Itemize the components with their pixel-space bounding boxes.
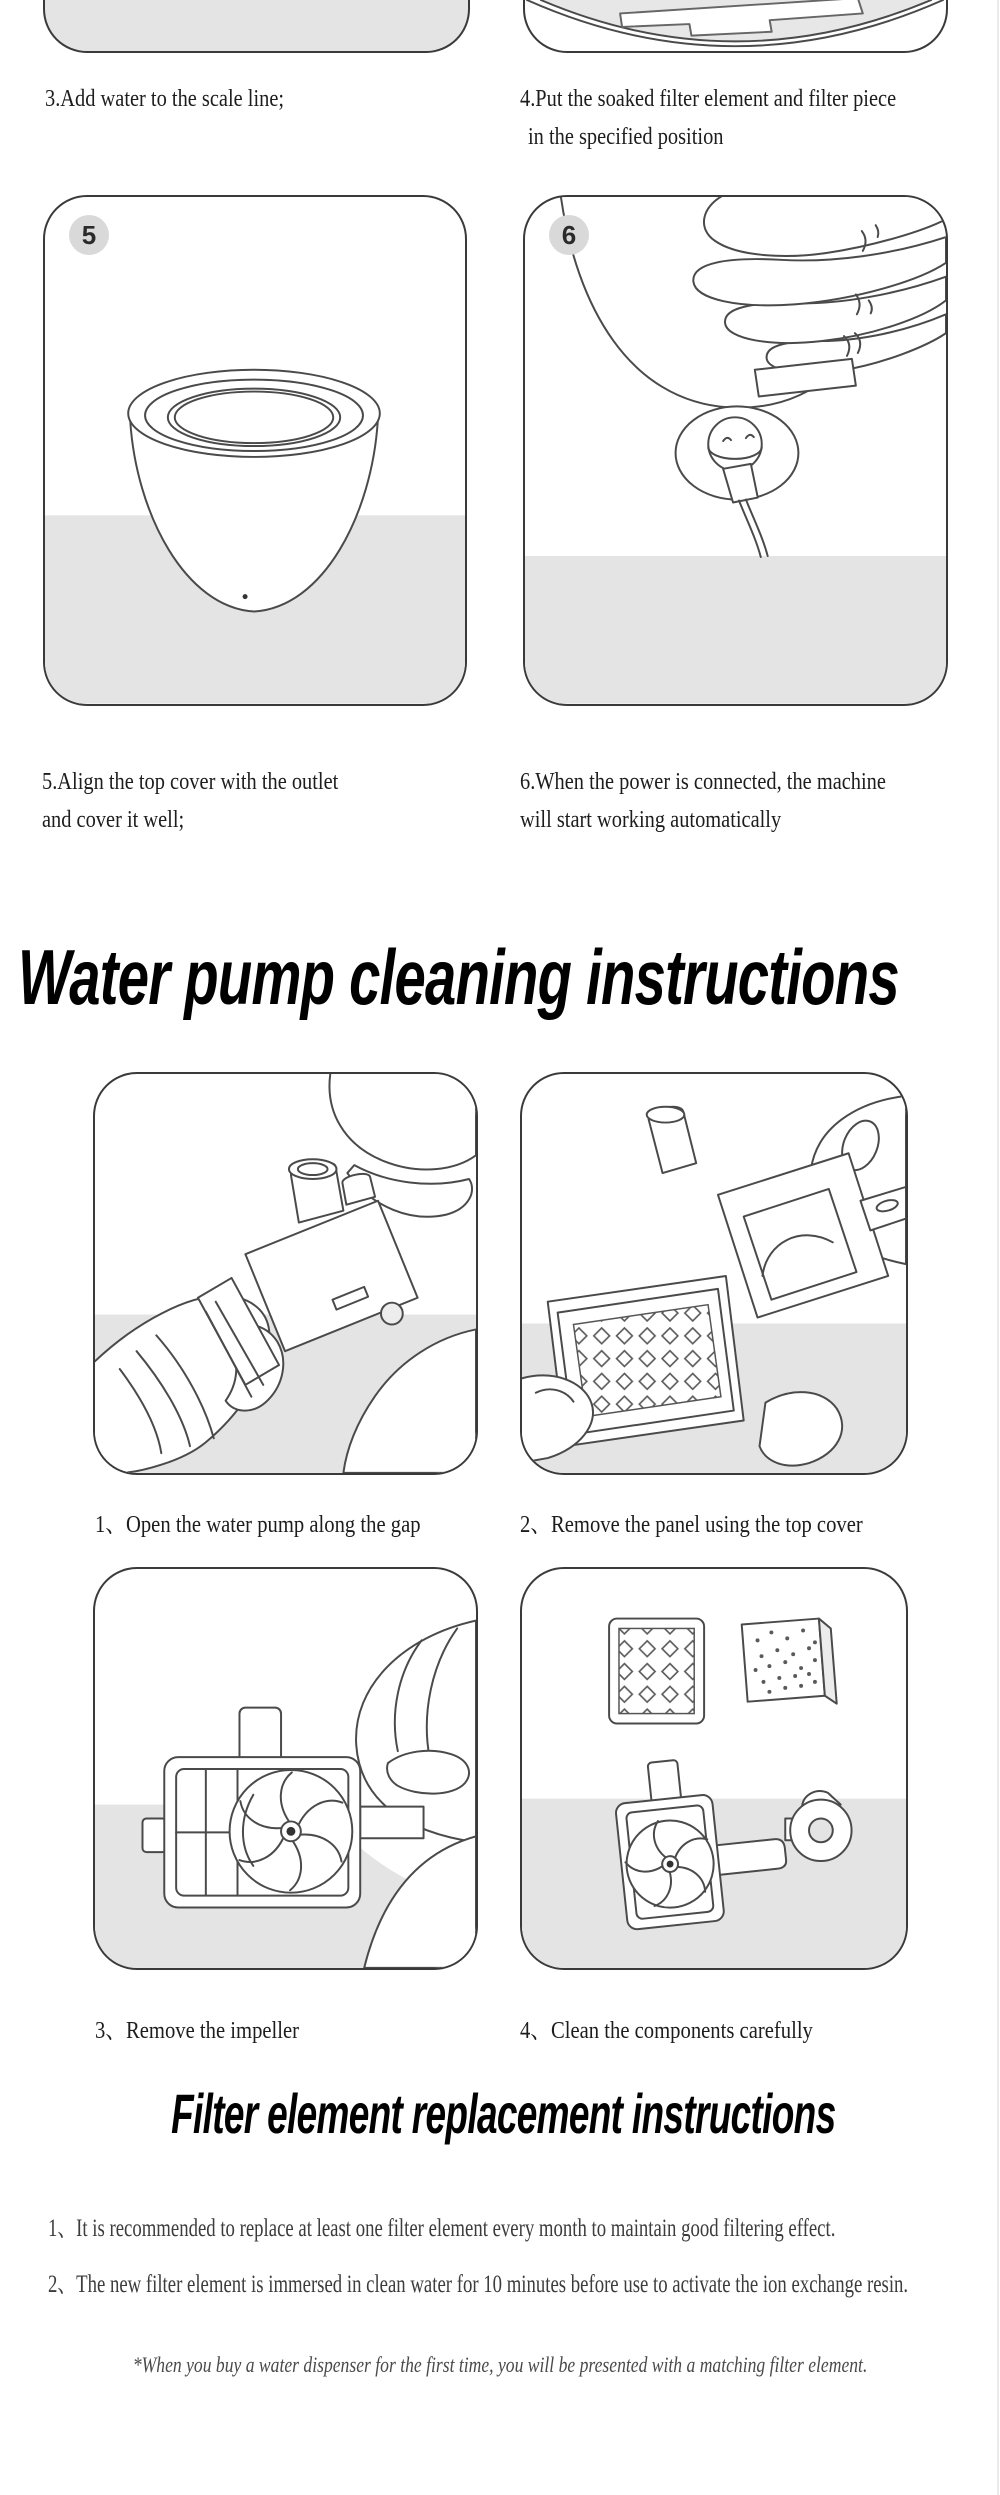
power-connection-illustration <box>525 197 946 704</box>
step-5-caption <box>42 763 391 839</box>
filter-replacement-title: Filter element replacement instructions <box>171 2082 836 2145</box>
remove-impeller-illustration <box>95 1569 476 1968</box>
pump-step-4-caption: 4、Clean the components carefully <box>520 2018 813 2044</box>
clean-components-illustration <box>522 1569 906 1968</box>
panel-pump-step-2 <box>520 1072 908 1475</box>
panel-step-4-partial <box>523 0 948 53</box>
step-6-caption <box>520 763 951 839</box>
filter-replacement-item-2: 2、The new filter element is immersed in clean water for 10 minutes before use to activate the ion exchange resin. <box>48 2271 909 2298</box>
filter-replacement-item-1: 1、It is recommended to replace at least one filter element every month to maintain good filtering effect. <box>48 2215 836 2242</box>
filter-footnote: *When you buy a water dispenser for the first time, you will be presented with a matching filter element. <box>132 2352 868 2377</box>
step-4-caption-line2: in the specified position <box>528 124 724 150</box>
step-6-badge: 6 <box>549 215 589 255</box>
step-5-badge: 5 <box>69 215 109 255</box>
step-5-caption-line1: 5.Align the top cover with the outlet <box>42 769 339 795</box>
panel-step-5 <box>43 195 467 706</box>
panel-pump-step-3 <box>93 1567 478 1970</box>
step-4-caption <box>520 80 963 156</box>
panel-pump-step-1 <box>93 1072 478 1475</box>
step-4-caption-line1: 4.Put the soaked filter element and filter piece <box>520 86 897 112</box>
panel-step-6 <box>523 195 948 706</box>
step-6-caption-line1: 6.When the power is connected, the machine <box>520 769 886 795</box>
basin-top-view-illustration <box>525 0 946 51</box>
step-3-caption-line1: 3.Add water to the scale line; <box>45 86 285 112</box>
pump-step-1-caption: 1、Open the water pump along the gap <box>95 1512 421 1538</box>
step-3-caption <box>45 80 326 118</box>
panel-step-3-partial <box>43 0 470 53</box>
panel-pump-step-4 <box>520 1567 908 1970</box>
open-pump-illustration <box>95 1074 476 1473</box>
pump-cleaning-title: Water pump cleaning instructions <box>18 933 899 1021</box>
step-5-caption-line2: and cover it well; <box>42 807 185 833</box>
step-6-caption-line2: will start working automatically <box>520 807 782 833</box>
pump-step-2-caption: 2、Remove the panel using the top cover <box>520 1512 863 1538</box>
remove-panel-illustration <box>522 1074 906 1473</box>
page-right-edge <box>997 0 999 2495</box>
fountain-bucket-illustration <box>45 197 465 704</box>
pump-step-3-caption: 3、Remove the impeller <box>95 2018 300 2044</box>
